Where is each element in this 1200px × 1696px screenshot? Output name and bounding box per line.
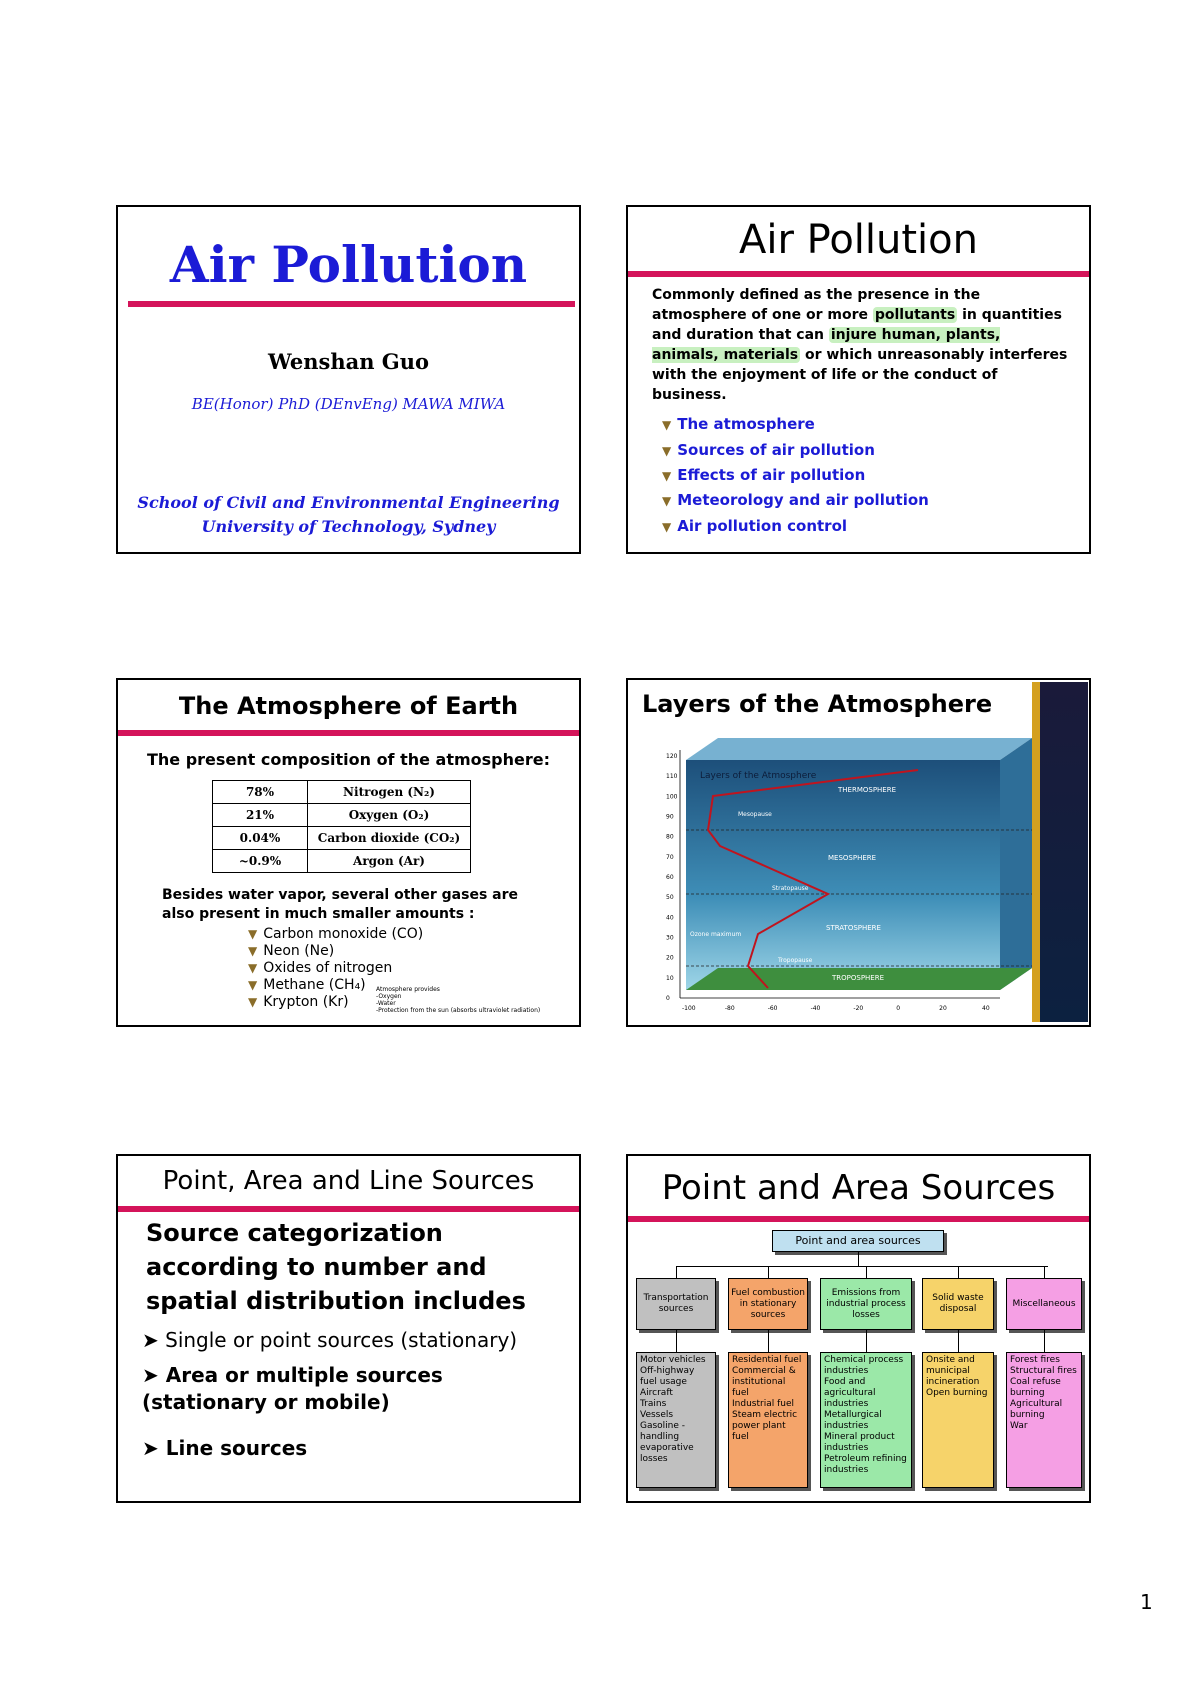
arrow-down-icon: ▼ bbox=[662, 444, 672, 458]
temperature-tick-label: -40 bbox=[810, 1005, 821, 1012]
altitude-tick-label: 90 bbox=[666, 813, 674, 821]
besides-text: Besides water vapor, several other gases are also present in much smaller amounts : bbox=[162, 887, 518, 922]
layer-label-mesosphere: MESOSPHERE bbox=[828, 854, 877, 862]
altitude-tick-label: 40 bbox=[666, 914, 674, 922]
list-item: Agricultural burning bbox=[1010, 1399, 1063, 1420]
list-item: Metallurgical industries bbox=[824, 1410, 882, 1431]
connector bbox=[768, 1330, 769, 1352]
list-item: Industrial fuel bbox=[732, 1399, 794, 1409]
connector bbox=[676, 1266, 677, 1278]
title-rule bbox=[118, 730, 579, 736]
def-part: or which unreasonably interferes with the enjoyment of life or the conduct of business. bbox=[652, 347, 1068, 403]
connector bbox=[676, 1330, 677, 1352]
slide-heading: Point and Area Sources bbox=[661, 1168, 1056, 1208]
area-sources-item: ➤ Area or multiple sources (stationary or mobile) bbox=[142, 1363, 443, 1414]
list-item: Mineral product industries bbox=[824, 1432, 895, 1453]
altitude-tick-label: 70 bbox=[666, 853, 674, 861]
box-front bbox=[686, 760, 1000, 990]
list-item: War bbox=[1010, 1421, 1028, 1431]
gas-item: ▼ Oxides of nitrogen bbox=[248, 960, 393, 976]
page-number: 1 bbox=[1140, 1590, 1153, 1614]
list-item: Vessels bbox=[640, 1410, 674, 1420]
table-row: ~0.9% Argon (Ar) bbox=[213, 850, 471, 873]
arrow-down-icon: ▼ bbox=[662, 418, 672, 432]
slide-heading: Air Pollution bbox=[738, 217, 978, 263]
box-side bbox=[1000, 738, 1032, 990]
def-part: in quantities and duration that can bbox=[652, 307, 1062, 343]
altitude-tick-label: 100 bbox=[666, 793, 678, 801]
list-item: Off-highway fuel usage bbox=[640, 1366, 695, 1387]
slide-air-pollution-definition bbox=[626, 205, 1091, 554]
university-name: University of Technology, Sydney bbox=[201, 517, 496, 536]
title-rule bbox=[628, 1216, 1089, 1222]
root-node: Point and area sources bbox=[772, 1230, 944, 1252]
chevron-right-icon: ➤ bbox=[142, 1363, 166, 1387]
category-items bbox=[636, 1352, 716, 1488]
layer-label-thermosphere: THERMOSPHERE bbox=[838, 786, 897, 794]
school-block bbox=[118, 491, 579, 539]
chevron-right-icon: ➤ bbox=[142, 1328, 166, 1352]
list-item: Structural fires bbox=[1010, 1366, 1077, 1376]
arrow-down-icon: ▼ bbox=[662, 494, 672, 508]
space-strip bbox=[1040, 682, 1088, 1022]
list-item: Chemical process industries bbox=[824, 1355, 904, 1376]
connector bbox=[676, 1266, 1048, 1267]
author-degrees: BE(Honor) PhD (DEnvEng) MAWA MIWA bbox=[191, 395, 506, 413]
list-item: Petroleum refining industries bbox=[824, 1454, 907, 1475]
altitude-tick-label: 60 bbox=[666, 874, 674, 881]
category-node: Transportation sources bbox=[636, 1278, 716, 1330]
box-top bbox=[686, 738, 1032, 760]
slide-atmosphere-of-earth bbox=[116, 678, 581, 1027]
bullet-item: ▼ Effects of air pollution bbox=[662, 466, 866, 484]
atmosphere-diagram bbox=[628, 680, 1089, 1025]
temperature-tick-label: 20 bbox=[939, 1005, 947, 1012]
gas-item: ▼ Krypton (Kr) bbox=[248, 994, 349, 1010]
def-part: Commonly defined as the presence in the atmosphere of one or more bbox=[652, 287, 981, 323]
atmosphere-note: Atmosphere provides -Oxygen -Water -Protection from the sun (absorbs ultraviolet radiation) bbox=[376, 986, 541, 1014]
temperature-tick-label: -100 bbox=[682, 1005, 696, 1012]
school-name: School of Civil and Environmental Engineering bbox=[137, 493, 560, 512]
slide-layers-of-atmosphere bbox=[626, 678, 1091, 1027]
altitude-tick-label: 30 bbox=[666, 934, 674, 942]
title-rule bbox=[628, 271, 1089, 277]
author-name: Wenshan Guo bbox=[268, 349, 429, 374]
source-categorization: Source categorization according to number and spatial distribution includes bbox=[146, 1219, 526, 1315]
connector bbox=[1044, 1330, 1045, 1352]
arrow-down-icon: ▼ bbox=[248, 927, 258, 941]
altitude-tick-label: 80 bbox=[666, 833, 674, 841]
temperature-tick-label: 0 bbox=[896, 1005, 901, 1012]
altitude-tick-label: 10 bbox=[666, 974, 674, 982]
connector bbox=[958, 1266, 959, 1278]
category-items bbox=[922, 1352, 994, 1488]
line-sources-item: ➤ Line sources bbox=[142, 1436, 308, 1460]
altitude-tick-label: 20 bbox=[666, 954, 674, 962]
gas-item: ▼ Neon (Ne) bbox=[248, 943, 335, 959]
altitude-tick-label: 50 bbox=[666, 894, 674, 902]
bullet-item: ▼ Meteorology and air pollution bbox=[662, 491, 929, 509]
connector bbox=[958, 1330, 959, 1352]
temperature-ticks bbox=[682, 1005, 990, 1012]
temperature-tick-label: -80 bbox=[724, 1005, 735, 1012]
category-items bbox=[728, 1352, 808, 1488]
temperature-tick-label: -60 bbox=[767, 1005, 778, 1012]
layer-label-troposphere: TROPOSPHERE bbox=[832, 974, 885, 982]
list-item: Coal refuse burning bbox=[1010, 1377, 1061, 1398]
connector bbox=[768, 1266, 769, 1278]
list-item: Aircraft bbox=[640, 1388, 673, 1398]
list-item: Trains bbox=[640, 1399, 667, 1409]
marker-stratopause: Stratopause bbox=[772, 885, 809, 892]
slide-point-and-area-sources bbox=[626, 1154, 1091, 1503]
title-rule bbox=[128, 301, 575, 307]
point-sources-item: ➤ Single or point sources (stationary) bbox=[142, 1328, 518, 1352]
altitude-tick-label: 0 bbox=[666, 995, 670, 1002]
arrow-down-icon: ▼ bbox=[248, 961, 258, 975]
arrow-down-icon: ▼ bbox=[248, 978, 258, 992]
gas-item: ▼ Methane (CH₄) bbox=[248, 977, 366, 993]
altitude-tick-label: 110 bbox=[666, 773, 678, 781]
category-node: Emissions from industrial process losses bbox=[820, 1278, 912, 1330]
temperature-tick-label: -20 bbox=[853, 1005, 864, 1012]
category-node: Fuel combustion in stationary sources bbox=[728, 1278, 808, 1330]
composition-table bbox=[212, 780, 471, 873]
list-item: Forest fires bbox=[1010, 1355, 1060, 1365]
title-rule bbox=[118, 1206, 579, 1212]
table-row: 21% Oxygen (O₂) bbox=[213, 804, 471, 827]
definition-text bbox=[652, 285, 1071, 405]
list-item: Motor vehicles bbox=[640, 1355, 706, 1365]
diagram-label: Layers of the Atmosphere bbox=[700, 771, 817, 781]
category-node: Solid waste disposal bbox=[922, 1278, 994, 1330]
altitude-ticks bbox=[666, 753, 678, 1002]
altitude-tick-label: 120 bbox=[666, 753, 678, 760]
gas-item: ▼ Carbon monoxide (CO) bbox=[248, 926, 424, 942]
connector bbox=[866, 1266, 867, 1278]
marker-tropopause: Tropopause bbox=[778, 957, 813, 964]
altitude-color-band bbox=[1032, 682, 1040, 1022]
list-item: Open burning bbox=[926, 1388, 988, 1398]
arrow-down-icon: ▼ bbox=[248, 995, 258, 1009]
slide-point-area-line-sources bbox=[116, 1154, 581, 1503]
slide-title-heading: Air Pollution bbox=[169, 235, 528, 294]
slide-title bbox=[116, 205, 581, 554]
arrow-down-icon: ▼ bbox=[662, 520, 672, 534]
category-items bbox=[820, 1352, 912, 1488]
table-row: 78% Nitrogen (N₂) bbox=[213, 781, 471, 804]
arrow-down-icon: ▼ bbox=[248, 944, 258, 958]
connector bbox=[1044, 1266, 1045, 1278]
slide-heading: Layers of the Atmosphere bbox=[642, 690, 993, 718]
bullet-item: ▼ The atmosphere bbox=[662, 415, 815, 433]
def-highlight-injure: injure human, plants, animals, materials bbox=[652, 327, 1001, 363]
list-item: Onsite and municipal incineration bbox=[926, 1355, 980, 1387]
layer-label-stratosphere: STRATOSPHERE bbox=[826, 924, 881, 932]
composition-subtitle: The present composition of the atmosphere: bbox=[146, 750, 551, 769]
slide-heading: The Atmosphere of Earth bbox=[178, 692, 519, 720]
marker-ozone-maximum: Ozone maximum bbox=[690, 931, 742, 938]
slide-heading: Point, Area and Line Sources bbox=[162, 1166, 535, 1196]
arrow-down-icon: ▼ bbox=[662, 469, 672, 483]
temperature-tick-label: 40 bbox=[982, 1005, 990, 1012]
table-row: 0.04% Carbon dioxide (CO₂) bbox=[213, 827, 471, 850]
list-item: Food and agricultural industries bbox=[824, 1377, 876, 1409]
list-item: Gasoline - handling evaporative losses bbox=[640, 1421, 694, 1464]
connector bbox=[866, 1330, 867, 1352]
category-node: Miscellaneous bbox=[1006, 1278, 1082, 1330]
def-highlight-pollutants: pollutants bbox=[874, 307, 956, 323]
bullet-item: ▼ Air pollution control bbox=[662, 517, 848, 535]
chevron-right-icon: ➤ bbox=[142, 1436, 166, 1460]
category-items bbox=[1006, 1352, 1082, 1488]
bullet-item: ▼ Sources of air pollution bbox=[662, 441, 875, 459]
marker-mesopause: Mesopause bbox=[738, 811, 772, 818]
list-item: Commercial & institutional fuel bbox=[732, 1366, 796, 1398]
list-item: Steam electric power plant fuel bbox=[732, 1410, 798, 1442]
list-item: Residential fuel bbox=[732, 1355, 802, 1365]
connector bbox=[858, 1252, 859, 1266]
